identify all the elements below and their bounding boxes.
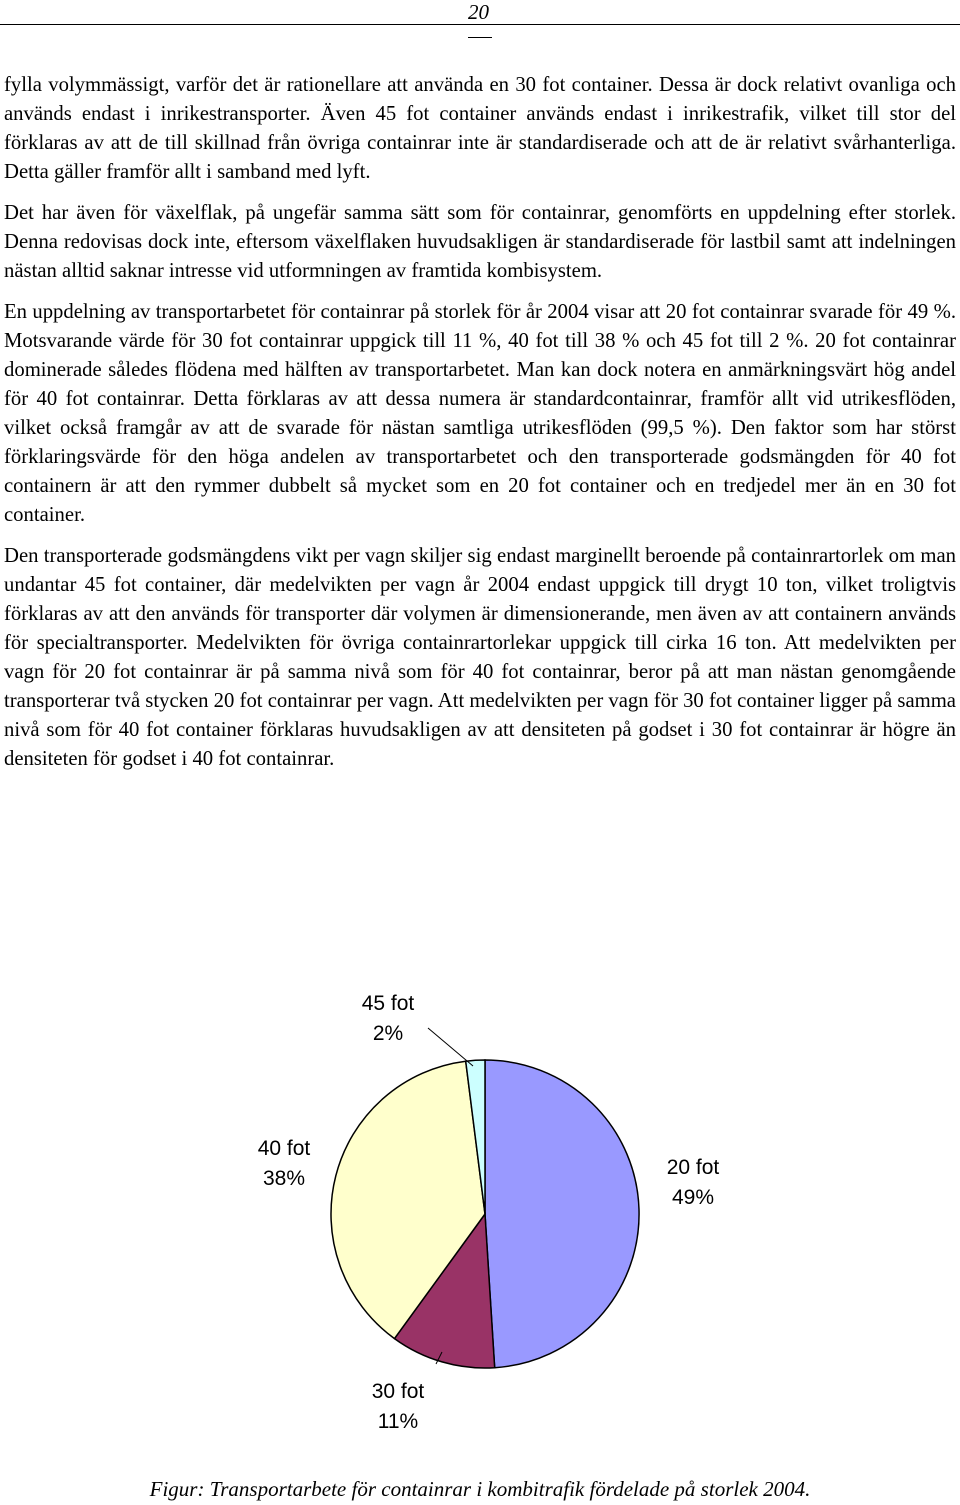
pie-label-value: 11%: [377, 1410, 419, 1433]
pie-chart: [0, 960, 960, 1440]
pie-chart-svg: [0, 960, 960, 1440]
page-number-underline: [468, 37, 492, 38]
body-text: [4, 71, 956, 786]
pie-slice-20-fot: [485, 1060, 639, 1368]
paragraph-2: Det har även för växelflak, på ungefär samma sätt som för containrar, genomförts en uppdelning efter storlek. Denna redovisas dock inte, eftersom växelflaken huvudsakligen är standardiserade för lastbil samt att indelningen nästan alltid saknar intresse vid utformningen av framtida kombisystem.: [4, 202, 956, 282]
header-rule: [0, 24, 960, 25]
figure-caption: Figur: Transportarbete för containrar i kombitrafik fördelade på storlek 2004.: [149, 1477, 811, 1501]
pie-label-name: 20 fot: [666, 1156, 720, 1179]
pie-label-value: 49%: [671, 1186, 715, 1209]
paragraph-4: Den transporterade godsmängdens vikt per vagn skiljer sig endast marginellt beroende på containrartorlek om man undantar 45 fot container, där medelvikten per vagn år 2004 endast uppgick till drygt 10 ton, vilket troligtvis förklaras av att den används för transporter där volymen är dimensionerande, men även av att containern används för specialtransporter. Medelvikten för övriga containrartorlekar uppgick till cirka 16 ton. Att medelvikten per vagn för 20 fot containrar är på samma nivå som för 40 fot containrar, beror på att man nästan genomgående transporterar två stycken 20 fot containrar per vagn. Att medelvikten per vagn för 30 fot container ligger på samma nivå som för 40 fot container förklaras huvudsakligen av att densiteten på godset i 30 fot containrar är högre än densiteten för godset i 40 fot containrar.: [4, 545, 956, 770]
pie-label-name: 45 fot: [361, 992, 415, 1015]
pie-label-value: 2%: [372, 1022, 404, 1045]
pie-label-name: 30 fot: [371, 1380, 425, 1403]
paragraph-3: En uppdelning av transportarbetet för containrar på storlek för år 2004 visar att 20 fot containrar svarade för 49 %. Motsvarande värde för 30 fot containrar uppgick till 11 %, 40 fot till 38 % och 45 fot till 2 %. 20 fot containrar dominerade således flödena med hälften av transportarbetet. Man kan dock notera en anmärkningsvärt hög andel för 40 fot containrar. Detta förklaras av att dessa numera är standardcontainrar, framför allt vid utrikesflöden, vilket också framgår av att de svarade för nästan samtliga utrikesflöden (99,5 %). Den faktor som har störst förklaringsvärde för den höga andelen av transportarbetet och den transporterade godsmängden för 40 fot containern är att den rymmer dubbelt så mycket som en 20 fot container och en tredjedel mer än en 30 fot container.: [4, 301, 956, 526]
pie-leader-line: [428, 1028, 473, 1066]
page-number: 20: [468, 0, 489, 24]
pie-label-name: 40 fot: [257, 1137, 311, 1160]
pie-label-value: 38%: [262, 1167, 306, 1190]
paragraph-1: fylla volymmässigt, varför det är rationellare att använda en 30 fot container. Dessa är dock relativt ovanliga och används endast i inrikestransporter. Även 45 fot container används endast i inrikestrafik, vilket till stor del förklaras av att de till skillnad från övriga containrar inte är standardiserade och att de är relativt svårhanterliga. Detta gäller framför allt i samband med lyft.: [4, 74, 956, 183]
